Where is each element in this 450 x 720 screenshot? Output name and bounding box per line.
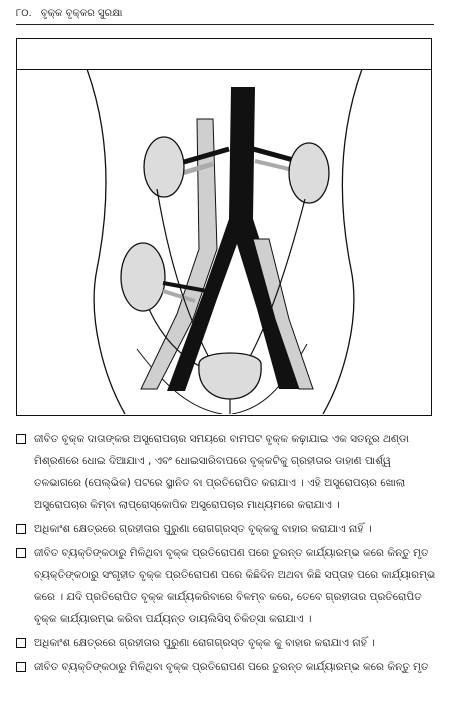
bullet-item [16,632,436,654]
bullet-box-icon [16,638,26,648]
bullet-item [16,542,436,630]
bullet-list [16,428,436,680]
bullet-item [16,518,436,540]
body-outline-left [87,69,125,414]
running-title: ବୃକ୍କ ବୃକ୍କର ସୁରକ୍ଷା [40,8,123,19]
bullet-text: ଅଧିକାଂଶ କ୍ଷେତ୍ରରେ ଗ୍ରହୀତାର ପୁରୁଣା ରୋଗଗ୍ରସ୍ତ ବୃକ୍କ କୁ ବାହାର କରାଯାଏ ନାହିଁ । [34,637,375,649]
bullet-text: ଅଧିକାଂଶ କ୍ଷେତ୍ରରେ ଗ୍ରହୀତାର ପୁରୁଣା ରୋଗଗ୍ରସ୍ତ ବୃକ୍କକୁ ବାହାର କରାଯାଏ ନାହିଁ । [34,523,372,535]
kidney-transplant-illustration [17,69,430,414]
bullet-box-icon [16,662,26,672]
bullet-box-icon [16,434,26,444]
native-kidney-right [289,143,329,203]
native-kidney-left [144,137,184,197]
bullet-box-icon [16,548,26,558]
page-header [16,6,434,25]
bullet-box-icon [16,524,26,534]
transplanted-kidney [121,243,165,311]
aorta [167,87,299,391]
bladder [199,353,261,399]
bullet-text: ଜୀବିତ ବ୍ୟକ୍ତିଙ୍କଠାରୁ ମିଳିଥିବା ବୃକ୍କ ପ୍ରତିରୋପଣ ପରେ ତୁରନ୍ତ କାର୍ଯ୍ୟାରମ୍ଭ କରେ କିନ୍ତୁ ମୃତ ବ୍ୟକ୍ତିଙ୍କଠାରୁ ସଂଗୃହୀତ ବୃକ୍କ ପ୍ରତିରୋପଣ ପରେ କିଛିଦିନ ଅଥବା କିଛି ସପ୍ତାହ ପରେ କାର୍ଯ୍ୟାରମ୍ଭ କରେ । ଯଦି ପ୍ରତିରୋପିତ ବୃକ୍କ କାର୍ଯ୍ୟକରିବାରେ ବିଳମ୍ବ କରେ, ତେବେ ଗ୍ରହୀତାର ପ୍ରତିରୋପିତ ବୃକ୍କ କାର୍ଯ୍ୟାରମ୍ଭ କରିବା ପର୍ଯ୍ୟନ୍ତ ଡାୟଲିସିସ୍ ଚିକିତ୍ସା କରାଯାଏ । [34,547,436,625]
renal-artery-right [253,149,297,161]
body-outline-right [323,69,362,414]
bullet-item [16,428,436,516]
kidney-transplant-figure [16,38,432,416]
figure-caption-band [17,39,431,70]
bullet-text: ଜୀବିତ ବୃକ୍କ ଦାତାଙ୍କର ଅସ୍ତ୍ରୋପଚାର ସମୟରେ ବାମପଟ ବୃକ୍କ କଢ଼ାଯାଇ ଏକ ସତନ୍ତ୍ର ଥଣ୍ଡା ମିଶ୍ରଣରେ ଧୋଇ ଦିଆଯାଏ , ଏବଂ ଧୋଇସାରିବାପରେ ବୃକ୍କଟିକୁ ଗ୍ରହୀତାର ଡାହାଣ ପାର୍ଶ୍ୱ ତଳଭାଗରେ (ପେଲ୍‌ଭିକ) ପଟରେ ସ୍ଥାନିତ ବା ପ୍ରତିରୋପିତ କରାଯାଏ । ଏହି ଅସ୍ତ୍ରୋପଚାର ଖୋଲା ଅସ୍ତ୍ରୋପଚାର କିମ୍ବା ଲାପ୍ରୋସ୍କୋପିକ ଅସ୍ତ୍ରୋପଚାର ମାଧ୍ୟମରେ କରାଯାଏ । [34,433,410,511]
bullet-item [16,656,436,678]
page-number: ୮୦. [16,8,32,19]
bullet-text: ଜୀବିତ ବ୍ୟକ୍ତିଙ୍କଠାରୁ ମିଳିଥିବା ବୃକ୍କ ପ୍ରତିରୋପଣ ପରେ ତୁରନ୍ତ କାର୍ଯ୍ୟାରମ୍ଭ କରେ କିନ୍ତୁ ମୃତ [34,661,429,673]
